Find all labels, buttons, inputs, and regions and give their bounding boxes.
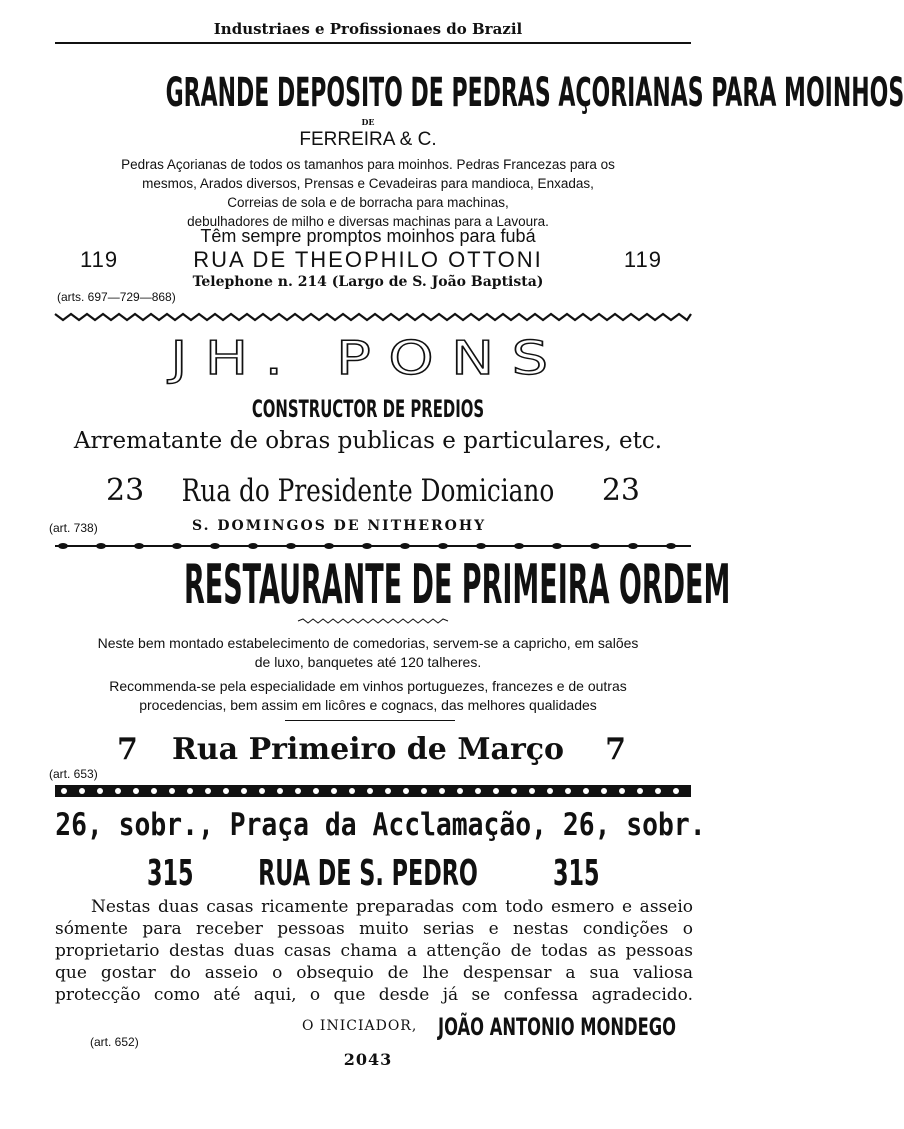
ad1-de: DE — [361, 117, 375, 127]
ad3-ref: (art. 653) — [49, 767, 98, 781]
ad4-line1-wrap — [0, 803, 736, 847]
ad4-line1: 26, sobr., Praça da Acclamação, 26, sobr. — [55, 807, 706, 843]
ad3-body-line: procedencias, bem assim em licôres e cognacs, das melhores qualidades — [139, 697, 597, 713]
ad3-address-street: Rua Primeiro de Março — [171, 732, 565, 767]
wave-divider — [55, 312, 691, 322]
chain-divider — [55, 542, 691, 550]
ad1-address-num-left: 119 — [80, 247, 119, 272]
ad4-address-num-right: 315 — [553, 853, 600, 894]
ad2-name-wrap — [0, 333, 736, 383]
ad1-body-line: debulhadores de milho e diversas machinas para a Lavoura. — [187, 214, 549, 229]
ad2-locality: S. DOMINGOS DE NITHEROHY — [192, 518, 487, 534]
ad1-tagline: Têm sempre promptos moinhos para fubá — [200, 226, 536, 246]
ad4-body-line: Nestas duas casas ricamente preparadas com todo esmero e asseio — [91, 897, 693, 917]
ad4-address-num-right-wrap — [553, 852, 628, 896]
ad3-flourish — [298, 618, 448, 624]
ad2-subtitle-wrap — [0, 395, 736, 423]
ad2-subtitle: CONSTRUCTOR DE PREDIOS — [251, 395, 485, 423]
ad4-ref: (art. 652) — [90, 1035, 139, 1049]
ad4-signature-prefix: O INICIADOR, — [302, 1018, 418, 1034]
page-number: 2043 — [343, 1050, 393, 1069]
ad1-ref: (arts. 697—729—868) — [57, 290, 176, 304]
ad1-firm: FERREIRA & C. — [299, 129, 437, 150]
ad4-body-line: que gostar do asseio o obsequio de lhe despensar a sua valiosa — [55, 963, 693, 983]
ad2-line: Arrematante de obras publicas e particulares, etc. — [73, 428, 663, 454]
ad2-address-num-right: 23 — [601, 473, 640, 508]
ad3-title-wrap — [0, 555, 736, 615]
ad4-address-num-left: 315 — [147, 853, 194, 894]
ad1-body-line: Correias de sola e de borracha para machinas, — [227, 195, 509, 210]
ornamental-border — [55, 785, 691, 797]
ad4-signature-name-wrap — [438, 1012, 698, 1042]
ad3-title: RESTAURANTE DE PRIMEIRA ORDEM — [184, 553, 731, 616]
ad4-address-street: RUA DE S. PEDRO — [258, 853, 478, 894]
ad3-short-rule — [285, 720, 455, 721]
ad1-title: GRANDE DEPOSITO DE PEDRAS AÇORIANAS PARA MOINHOS — [165, 70, 904, 116]
ad4-signature-name: JOÃO ANTONIO MONDEGO — [438, 1013, 677, 1041]
ad2-name: JH. PONS — [170, 331, 566, 385]
ad3-body-2 — [0, 677, 736, 715]
ad2-address-street: Rua do Presidente Domiciano — [181, 473, 555, 509]
ad4-body-line: proprietario destas duas casas chama a attenção de todas as pessoas — [55, 941, 693, 961]
running-header: Industriaes e Profissionaes do Brazil — [213, 20, 523, 38]
ad1-body-line: mesmos, Arados diversos, Prensas e Cevadeiras para mandioca, Enxadas, — [142, 176, 594, 191]
ad1-body-line: Pedras Açorianas de todos os tamanhos para moinhos. Pedras Francezas para os — [121, 157, 615, 172]
ad4-body-line: protecção como até aqui, o que desde já se confessa agradecido. — [55, 985, 693, 1005]
ad4-body — [55, 896, 693, 1006]
header-rule — [55, 42, 691, 44]
ad3-body — [0, 634, 736, 672]
ad2-address-num-left: 23 — [106, 473, 145, 508]
ad1-title-wrap — [0, 70, 904, 116]
ad3-body-line: de luxo, banquetes até 120 talheres. — [254, 654, 482, 670]
ad1-telephone: Telephone n. 214 (Largo de S. João Baptista) — [192, 274, 544, 290]
ad3-address-num-left: 7 — [117, 732, 138, 767]
ad1-address-street: RUA DE THEOPHILO OTTONI — [193, 247, 543, 272]
ad4-body-line: sómente para receber pessoas muito serias e nestas condições o — [55, 919, 693, 939]
ad1-body — [0, 155, 736, 231]
ad2-ref: (art. 738) — [49, 521, 98, 535]
ad3-address-num-right: 7 — [605, 732, 626, 767]
ad1-address-num-right: 119 — [623, 247, 662, 272]
ad3-body-line: Neste bem montado estabelecimento de comedorias, servem-se a capricho, em salões — [97, 635, 639, 651]
ad3-body-line: Recommenda-se pela especialidade em vinhos portuguezes, francezes e de outras — [109, 678, 627, 694]
